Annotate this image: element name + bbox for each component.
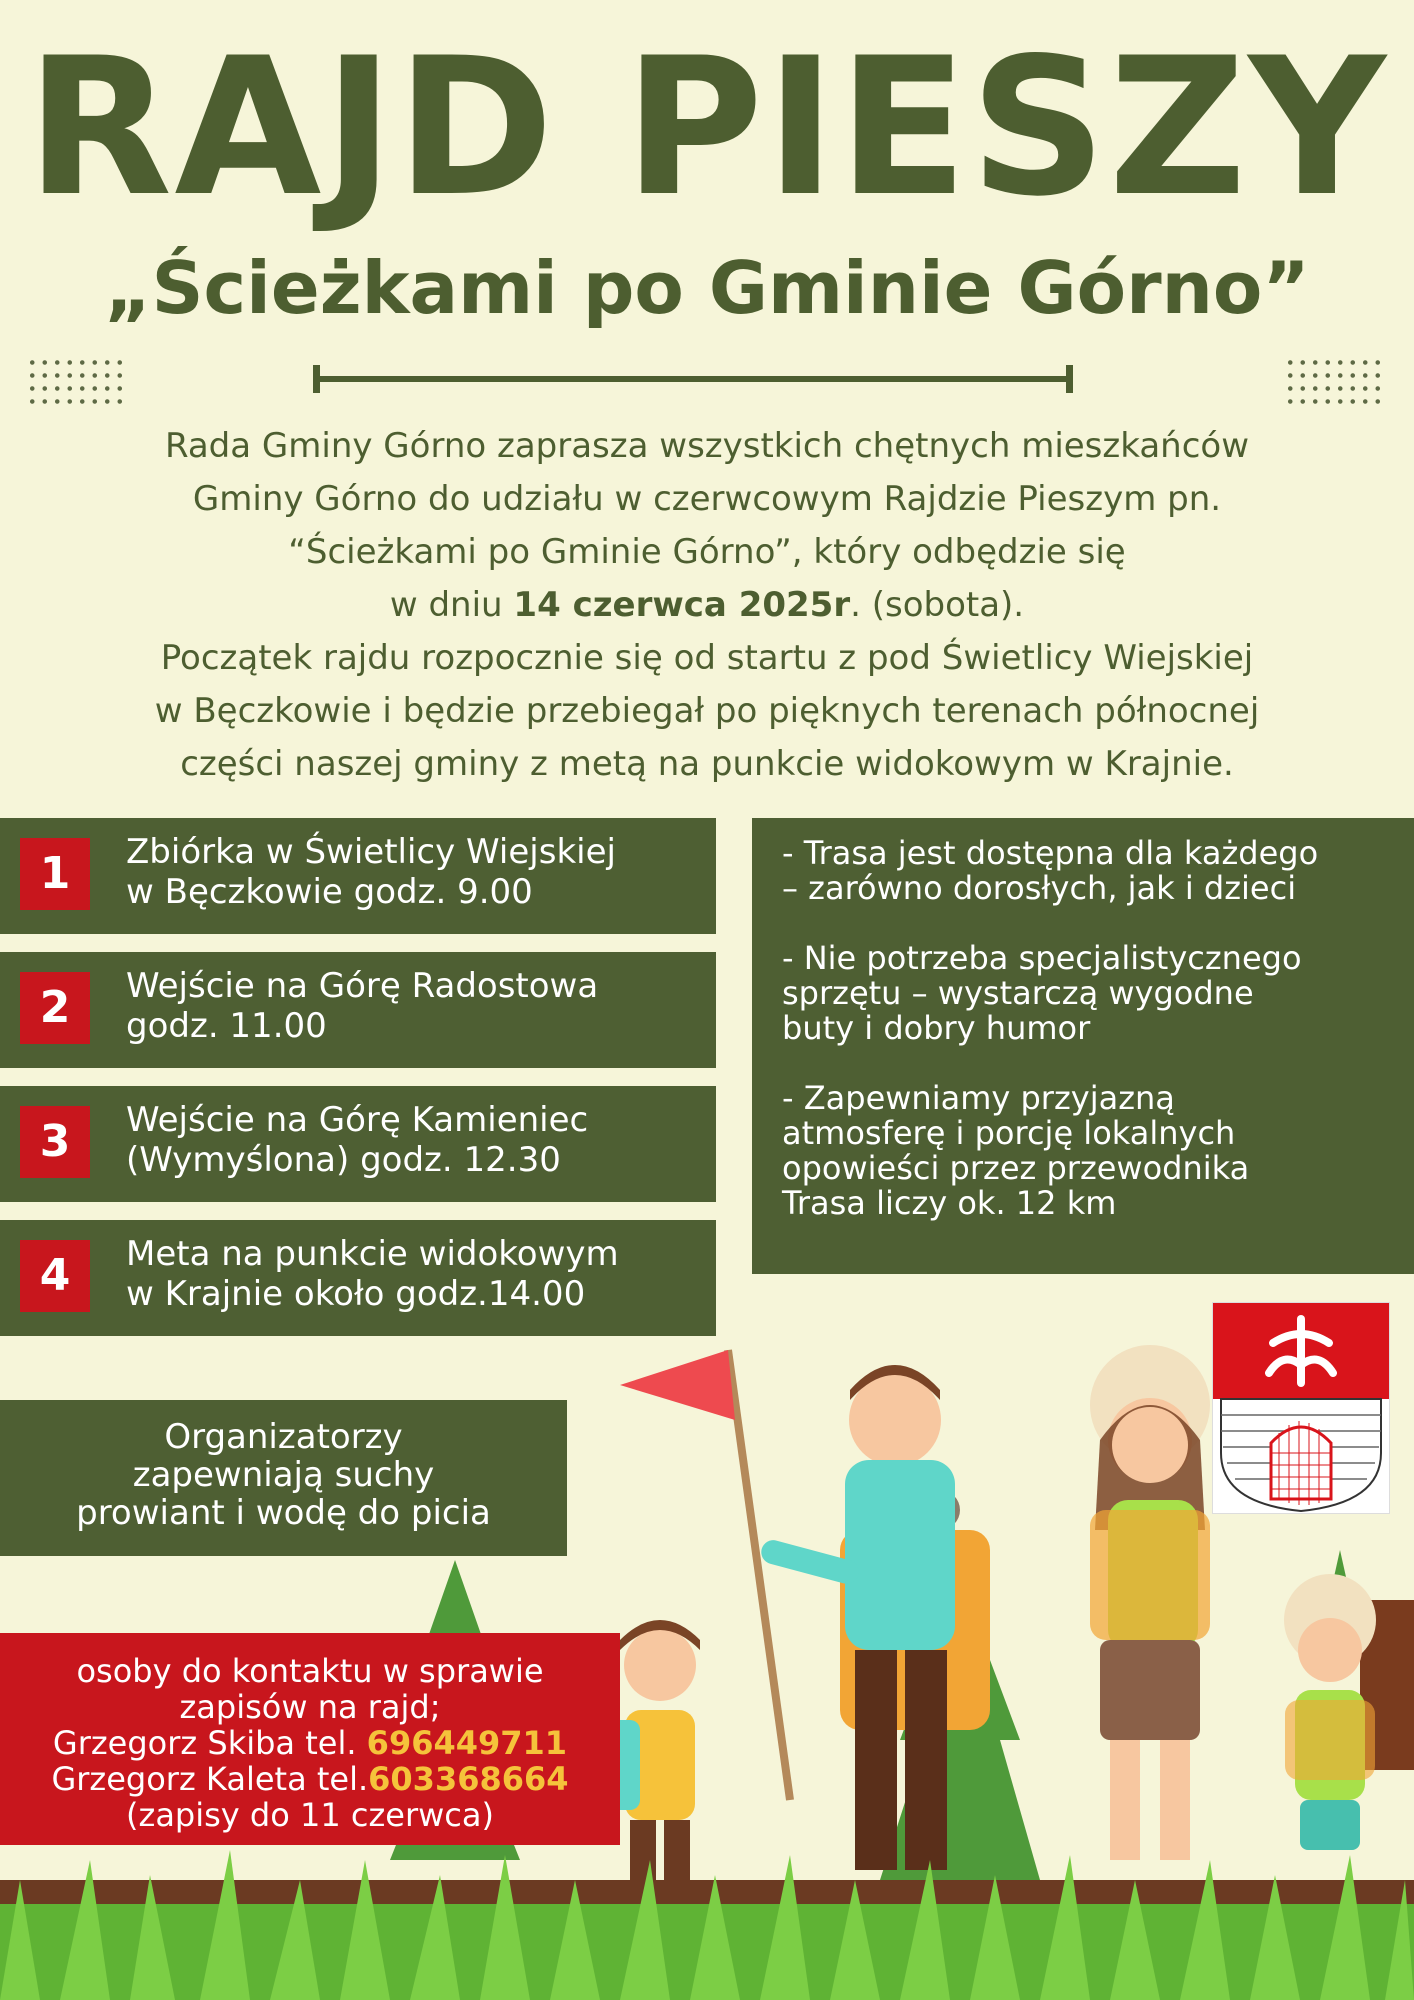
- step-line: Wejście na Górę Kamieniec: [126, 1100, 589, 1140]
- intro-line: w Bęczkowie i będzie przebiegał po pięknych terenach północnej: [154, 691, 1260, 731]
- provision-line: zapewniają suchy: [132, 1455, 435, 1495]
- step-text: [126, 1100, 706, 1180]
- dot-grid-right-decoration: [1284, 356, 1384, 408]
- contact-line: osoby do kontaktu w sprawie: [76, 1652, 544, 1690]
- provision-line: prowiant i wodę do picia: [76, 1493, 491, 1533]
- intro-line: Początek rajdu rozpocznie się od startu z pod Świetlicy Wiejskiej: [160, 638, 1254, 678]
- contact-person-1: [0, 1725, 620, 1761]
- provision-line: Organizatorzy: [164, 1417, 403, 1457]
- contact-line: zapisów na rajd;: [179, 1688, 441, 1726]
- step-number-badge: 1: [20, 838, 90, 910]
- dot-grid-left-decoration: [26, 356, 126, 408]
- date-suffix: . (sobota).: [850, 585, 1025, 625]
- info-paragraph: - Nie potrzeba specjalistycznego sprzętu – wystarczą wygodne buty i dobry humor: [782, 939, 1302, 1047]
- step-line: w Krajnie około godz.14.00: [126, 1274, 586, 1314]
- info-box: [752, 818, 1414, 1274]
- schedule-step-2: [0, 952, 716, 1068]
- date-prefix: w dniu: [389, 585, 514, 625]
- intro-text: [40, 420, 1374, 791]
- step-text: [126, 832, 706, 912]
- step-line: w Bęczkowie godz. 9.00: [126, 872, 533, 912]
- info-paragraph: - Zapewniamy przyjazną atmosferę i porcję lokalnych opowieści przez przewodnika Trasa liczy ok. 12 km: [782, 1079, 1250, 1222]
- step-line: (Wymyślona) godz. 12.30: [126, 1140, 561, 1180]
- intro-line: Gminy Górno do udziału w czerwcowym Rajdzie Pieszym pn.: [192, 479, 1222, 519]
- step-text: [126, 966, 706, 1046]
- step-line: Meta na punkcie widokowym: [126, 1234, 619, 1274]
- schedule-step-1: [0, 818, 716, 934]
- poster-title: RAJD PIESZY: [26, 17, 1388, 238]
- step-line: Wejście na Górę Radostowa: [126, 966, 599, 1006]
- phone-number: 696449711: [366, 1724, 568, 1762]
- intro-line: Rada Gminy Górno zaprasza wszystkich chętnych mieszkańców: [164, 426, 1250, 466]
- provision-box: [0, 1400, 567, 1556]
- contact-name: Grzegorz Skiba tel.: [52, 1724, 367, 1762]
- intro-date-line: [40, 579, 1374, 632]
- contact-name: Grzegorz Kaleta tel.: [51, 1760, 369, 1798]
- registration-note: (zapisy do 11 czerwca): [126, 1796, 494, 1834]
- step-number-badge: 2: [20, 972, 90, 1044]
- step-line: godz. 11.00: [126, 1006, 327, 1046]
- coat-of-arms-icon: [1212, 1302, 1390, 1514]
- info-paragraph: - Trasa jest dostępna dla każdego – zarówno dorosłych, jak i dzieci: [782, 834, 1319, 907]
- event-date: 14 czerwca 2025r: [513, 585, 851, 625]
- step-number-badge: 4: [20, 1240, 90, 1312]
- contact-box: [0, 1633, 620, 1845]
- intro-line: “Ścieżkami po Gminie Górno”, który odbędzie się: [288, 532, 1126, 572]
- step-line: Zbiórka w Świetlicy Wiejskiej: [126, 832, 616, 872]
- intro-line: części naszej gminy z metą na punkcie widokowym w Krajnie.: [180, 744, 1234, 784]
- contact-person-2: [0, 1761, 620, 1797]
- step-text: [126, 1234, 706, 1314]
- poster-subtitle: „Ścieżkami po Gminie Górno”: [104, 246, 1310, 330]
- step-number-badge: 3: [20, 1106, 90, 1178]
- schedule-step-3: [0, 1086, 716, 1202]
- schedule-step-4: [0, 1220, 716, 1336]
- phone-number: 603368664: [368, 1760, 569, 1798]
- title-divider: [313, 376, 1073, 382]
